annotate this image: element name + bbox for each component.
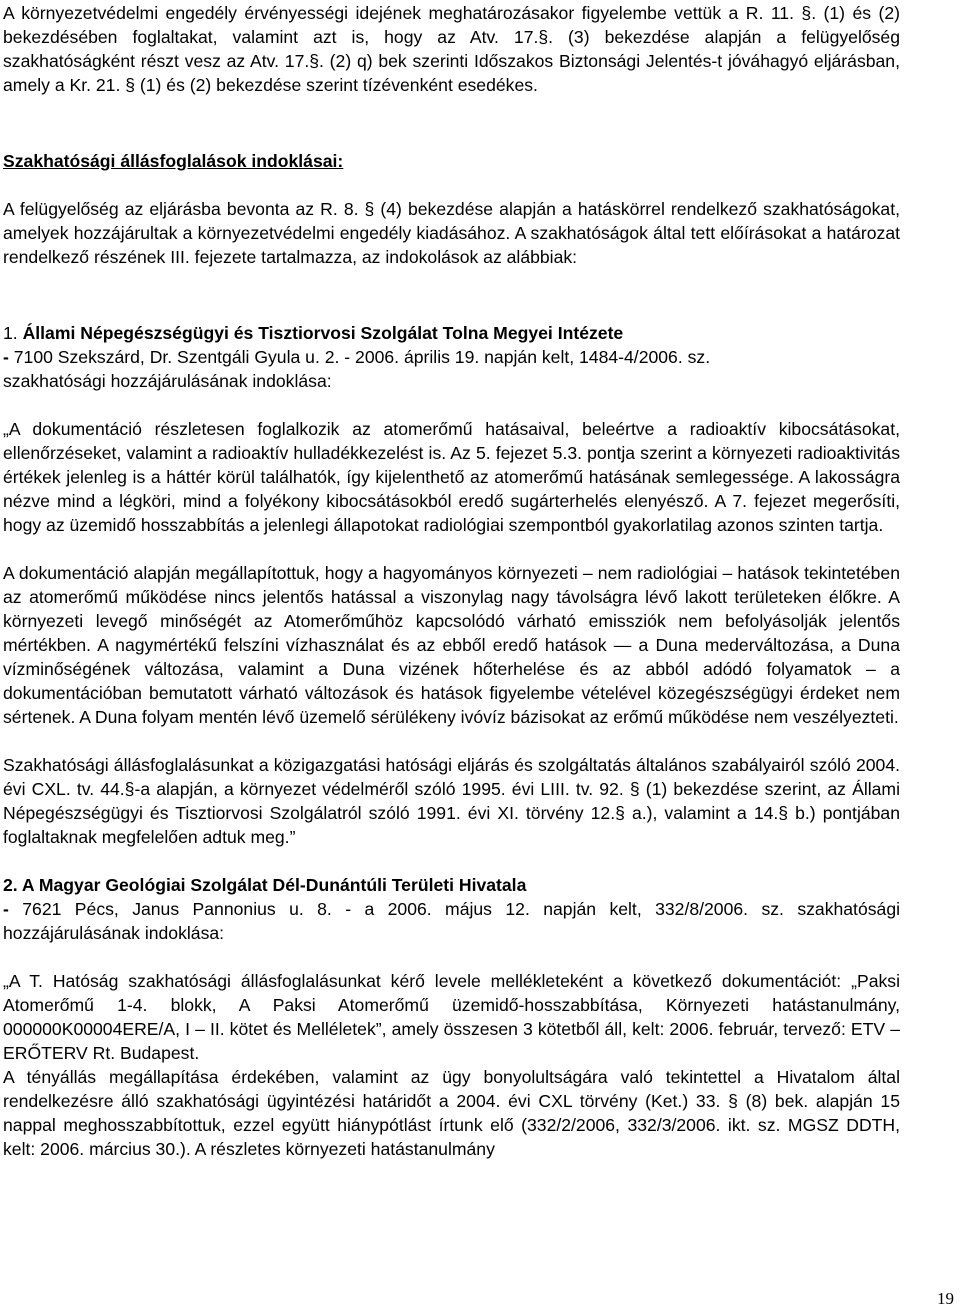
item2-dash: - (3, 899, 9, 919)
spacer (3, 173, 900, 197)
item1-subtitle: szakhatósági hozzájárulásának indoklása: (3, 371, 332, 391)
paragraph-request: „A T. Hatóság szakhatósági állásfoglalásunkat kérő levele mellékleteként a következő dokumentációt: „Paksi Atomerőmű 1-4. blokk, A Paksi Atomerőmű üzemidő-hosszabbítása, Környezeti hatástanulmány, 000000K00004ERE/A, I – II. kötet és Melléletek”, amely összesen 3 kötetből áll, kelt: 2006. február, tervező: ETV – ERŐTERV Rt. Budapest. (3, 971, 900, 1063)
spacer (3, 849, 900, 873)
page-number: 19 (937, 1289, 954, 1308)
paragraph-deadline: A tényállás megállapítása érdekében, valamint az ügy bonyolultságára való tekintettel a Hivatalom által rendelkezésre álló szakhatósági ügyintézési határidőt a 2004. évi CXL törvény (Ket.) 33. § (8) bek. alapján 15 nappal meghosszabbítottuk, ezzel együtt hiánypótlást írtunk elő (332/2/2006, 332/3/2006. ikt. sz. MGSZ DDTH, kelt: 2006. március 30.). A részletes környezeti hatástanulmány (3, 1067, 900, 1159)
item1-address (3, 345, 900, 369)
paragraph-validity: A környezetvédelmi engedély érvényességi idejének meghatározásakor figyelembe vettük a R. 11. §. (1) és (2) bekezdésében foglaltakat, valamint azt is, hogy az Atv. 17.§. (3) bekezdése alapján a felügyelőség szakhatóságként részt vesz az Atv. 17.§. (2) q) bek szerinti Időszakos Biztonsági Jelentés-t jóváhagyó eljárásban, amely a Kr. 21. § (1) és (2) bekezdése szerint tízévenként esedékes. (3, 3, 900, 95)
section-heading: Szakhatósági állásfoglalások indoklásai: (3, 151, 344, 171)
paragraph-environment: A dokumentáció alapján megállapítottuk, hogy a hagyományos környezeti – nem radiológiai – hatások tekintetében az atomerőmű működése nincs jelentős hatással a viszonylag nagy távolságra lévő lakott területeken élőkre. A környezeti levegő minőségét az Atomerőműhöz kapcsolódó várható emissziók nem befolyásolják jelentős mértékben. A nagymértékű felszíni vízhasználat és az ebből eredő hatások — a Duna mederváltozása, a Duna vízminőségének változása, valamint a Duna vizének hőterhelése és az abból adódó folyamatok – a dokumentációban bemutatott várható változások és hatások figyelembe vételével közegészségügyi érdeket nem sértenek. A Duna folyam mentén lévő üzemelő sérülékeny ivóvíz bázisokat az erőmű működése nem veszélyezteti. (3, 563, 900, 727)
spacer (3, 269, 900, 321)
item2-address-text: 7621 Pécs, Janus Pannonius u. 8. - a 2006. május 12. napján kelt, 332/8/2006. sz. szakhatósági hozzájárulásának indoklása: (3, 899, 901, 943)
item1-address-text: 7100 Szekszárd, Dr. Szentgáli Gyula u. 2. - 2006. április 19. napján kelt, 1484-4/2006. sz. (13, 347, 711, 367)
document-page (3, 0, 900, 1161)
spacer (3, 729, 900, 753)
item2-title: 2. A Magyar Geológiai Szolgálat Dél-Dunántúli Területi Hivatala (3, 875, 527, 895)
paragraph-involvement: A felügyelőség az eljárásba bevonta az R. 8. § (4) bekezdése alapján a hatáskörrel rendelkező szakhatóságokat, amelyek hozzájárultak a környezetvédelmi engedély kiadásához. A szakhatóságok által tett előírásokat a határozat rendelkező részének III. fejezete tartalmazza, az indokolások az alábbiak: (3, 199, 900, 267)
spacer (3, 97, 900, 149)
paragraph-radiology: „A dokumentáció részletesen foglalkozik az atomerőmű hatásaival, beleértve a radioaktív kibocsátásokat, ellenőrzéseket, valamint a radioaktív hulladékkezelést is. Az 5. fejezet 5.3. pontja szerint a környezeti radioaktivitás értékek jelenleg is a háttér körül találhatók, így kijelenthető az atomerőmű hatásának semlegessége. A lakosságra nézve mind a légköri, mind a folyékony kibocsátásokból eredő sugárterhelés elenyésző. A 7. fejezet megerősíti, hogy az üzemidő hosszabbítás a jelenlegi állapotokat radiológiai szempontból gyakorlatilag azonos szinten tartja. (3, 419, 900, 535)
spacer (3, 537, 900, 561)
spacer (3, 945, 900, 969)
item1-title: Állami Népegészségügyi és Tisztiorvosi Szolgálat Tolna Megyei Intézete (22, 323, 624, 343)
item1-dash: - (3, 347, 9, 367)
item1-heading (3, 321, 900, 345)
spacer (3, 393, 900, 417)
item1-number: 1. (3, 323, 18, 343)
item2-address (3, 897, 900, 945)
paragraph-legal-basis: Szakhatósági állásfoglalásunkat a közigazgatási hatósági eljárás és szolgáltatás általános szabályairól szóló 2004. évi CXL. tv. 44.§-a alapján, a környezet védelméről szóló 1995. évi LIII. tv. 92. § (1) bekezdése szerint, az Állami Népegészségügyi és Tisztiorvosi Szolgálatról szóló 1991. évi XI. törvény 12.§ a.), valamint a 14.§ b.) pontjában foglaltaknak megfelelően adtuk meg.” (3, 755, 900, 847)
